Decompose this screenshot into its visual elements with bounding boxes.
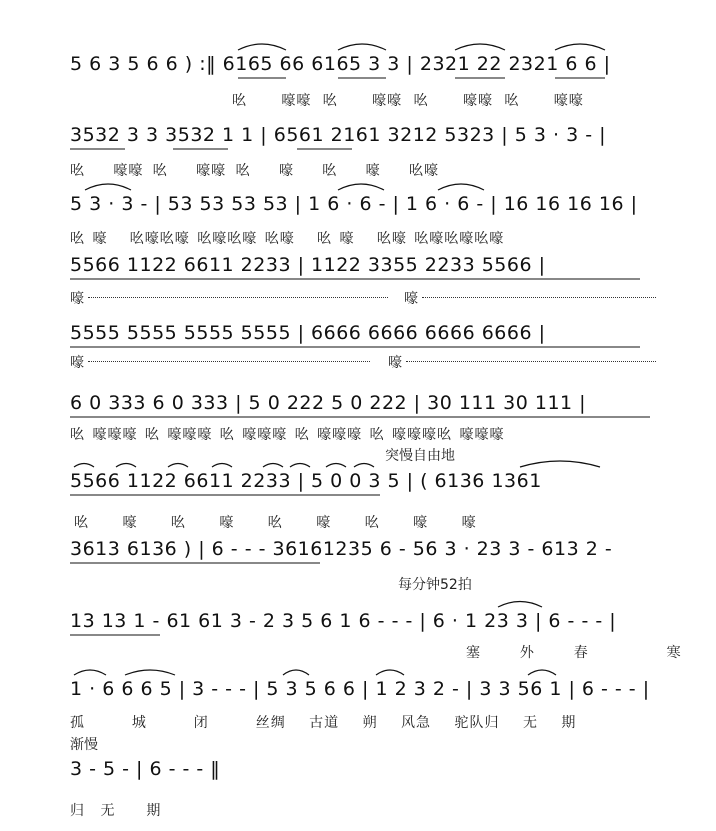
lyrics-row-2: 吆 嚎嚎 吆 嚎嚎 吆 嚎 吆 嚎 吆嚎 (70, 163, 440, 179)
melisma-line-5b (406, 361, 656, 362)
melisma-line-4a (88, 297, 388, 298)
score-row-4: 5566 1122 6611 2233 | 1122 3355 2233 5566 | (70, 254, 546, 276)
lyrics-row-1: 吆 嚎嚎 吆 嚎嚎 吆 嚎嚎 吆 嚎嚎 (232, 93, 584, 109)
lyrics-row-9: 塞 外 春 寒 (466, 645, 682, 661)
lyrics-row-10: 孤 城 闭 丝绸 古道 朔 风急 驼队归 无 期 (70, 715, 577, 731)
melisma-line-5a (88, 361, 370, 362)
score-row-9: 13 13 1 - 61 61 3 - 2 3 5 6 1 6 - - - | 6 · 1 23 3 | 6 - - - | (70, 610, 617, 632)
score-row-2: 3532 3 3 3532 1 1 | 6561 2161 3212 5323 | 5 3 · 3 - | (70, 124, 607, 146)
score-row-8: 3613 6136 ) | 6 - - - 36161235 6 - 56 3 · 23 3 - 613 2 - (70, 538, 613, 560)
lyrics-row-6: 吆 嚎嚎嚎 吆 嚎嚎嚎 吆 嚎嚎嚎 吆 嚎嚎嚎 吆 嚎嚎嚎吆 嚎嚎嚎 (70, 427, 505, 443)
melisma-line-4b (422, 297, 656, 298)
lyrics-row-4a: 嚎 (70, 291, 85, 307)
lyrics-row-11: 归 无 期 (70, 803, 162, 819)
score-row-1: 5 6 3 5 6 6 ) :‖ 6165 66 6165 3 3 | 2321 22 2321 6 6 | (70, 53, 611, 75)
tempo-annotation-free: 突慢自由地 (385, 448, 455, 464)
lyrics-row-7: 吆 嚎 吆 嚎 吆 嚎 吆 嚎 嚎 (74, 515, 477, 531)
lyrics-row-3: 吆 嚎 吆嚎吆嚎 吆嚎吆嚎 吆嚎 吆 嚎 吆嚎 吆嚎吆嚎吆嚎 (70, 231, 505, 247)
tempo-annotation-ritardando: 渐慢 (70, 737, 98, 753)
lyrics-row-5a: 嚎 (70, 355, 85, 371)
lyrics-row-4b: 嚎 (404, 291, 419, 307)
score-row-10: 1 · 6 6 6 5 | 3 - - - | 5 3 5 6 6 | 1 2 3 2 - | 3 3 56 1 | 6 - - - | (70, 678, 650, 700)
lyrics-row-5b: 嚎 (388, 355, 403, 371)
tempo-annotation-52bpm: 每分钟52拍 (398, 577, 472, 593)
score-row-5: 5555 5555 5555 5555 | 6666 6666 6666 6666 | (70, 322, 546, 344)
score-row-11: 3 - 5 - | 6 - - - ‖ (70, 758, 221, 780)
score-row-6: 6 0 333 6 0 333 | 5 0 222 5 0 222 | 30 111 30 111 | (70, 392, 587, 414)
score-row-7: 5566 1122 6611 2233 | 5 0 0 3 5 | ( 6136 1361 (70, 470, 542, 492)
score-row-3: 5 3 · 3 - | 53 53 53 53 | 1 6 · 6 - | 1 6 · 6 - | 16 16 16 16 | (70, 193, 638, 215)
